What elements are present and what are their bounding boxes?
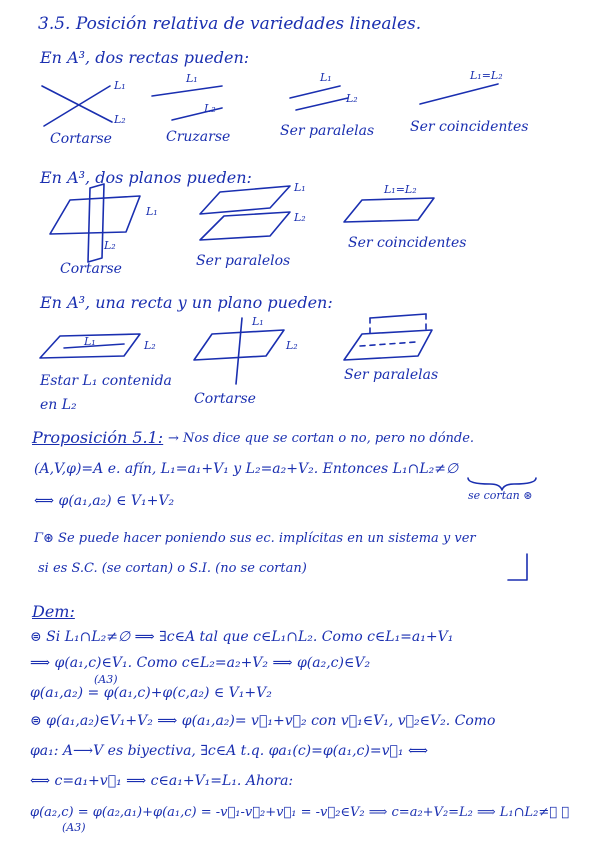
label-l1: L₁ bbox=[84, 335, 96, 348]
label-l2: L₂ bbox=[294, 211, 306, 224]
proposition-statement: (A,V,φ)=A e. afín, L₁=a₁+V₁ y L₂=a₂+V₂. Entonces L₁∩L₂≠∅ bbox=[34, 461, 459, 477]
label-l1-eq-l2: L₁=L₂ bbox=[470, 69, 503, 82]
label-l1: L₁ bbox=[294, 181, 306, 194]
caption-paralelas: Ser paralelas bbox=[344, 367, 439, 383]
label-l1: L₁ bbox=[114, 79, 126, 92]
label-l1: L₁ bbox=[320, 71, 332, 84]
proposition-title: Proposición 5.1: bbox=[32, 428, 164, 447]
caption-paralelos: Ser paralelos bbox=[196, 253, 291, 269]
axiom-label: (A3) bbox=[94, 673, 118, 686]
label-l2: L₂ bbox=[346, 92, 358, 105]
label-l1: L₁ bbox=[146, 205, 158, 218]
caption-contenida: Estar L₁ contenida bbox=[40, 373, 172, 389]
label-l1: L₁ bbox=[252, 315, 264, 328]
lines-heading: En A³, dos rectas pueden: bbox=[40, 48, 250, 67]
caption-coincidentes: Ser coincidentes bbox=[348, 235, 467, 251]
brace-label: se cortan ⊛ bbox=[468, 489, 533, 502]
bracket-corner bbox=[508, 554, 527, 580]
caption-cortarse: Cortarse bbox=[60, 261, 122, 277]
axiom-label: (A3) bbox=[62, 821, 86, 834]
caption-coincidentes: Ser coincidentes bbox=[410, 119, 529, 135]
label-l2: L₂ bbox=[144, 339, 156, 352]
line-plane-heading: En A³, una recta y un plano pueden: bbox=[40, 293, 333, 312]
proof-line: ⊜ Si L₁∩L₂≠∅ ⟹ ∃c∈A tal que c∈L₁∩L₂. Como c∈L₁=a₁+V₁ bbox=[30, 629, 454, 645]
caption-cortarse: Cortarse bbox=[50, 131, 112, 147]
remark-line-1: Γ⊛ Se puede hacer poniendo sus ec. implícitas en un sistema y ver bbox=[34, 531, 476, 546]
label-l1: L₁ bbox=[186, 72, 198, 85]
proof-line: ⟺ c=a₁+v⃗₁ ⟹ c∈a₁+V₁=L₁. Ahora: bbox=[30, 773, 294, 789]
proposition-note: → Nos dice que se cortan o no, pero no dónde. bbox=[168, 431, 475, 446]
remark-line-2: si es S.C. (se cortan) o S.I. (no se cortan) bbox=[38, 561, 307, 576]
label-l2: L₂ bbox=[114, 113, 126, 126]
page-title: 3.5. Posición relativa de variedades lineales. bbox=[38, 14, 422, 34]
label-l1-eq-l2: L₁=L₂ bbox=[384, 183, 417, 196]
caption-cortarse: Cortarse bbox=[194, 391, 256, 407]
caption-contenida-2: en L₂ bbox=[40, 397, 77, 413]
proof-line: φ(a₁,a₂) = φ(a₁,c)+φ(c,a₂) ∈ V₁+V₂ bbox=[30, 685, 272, 701]
proposition-equivalence: ⟺ φ(a₁,a₂) ∈ V₁+V₂ bbox=[34, 493, 175, 509]
planes-heading: En A³, dos planos pueden: bbox=[40, 168, 252, 187]
caption-paralelas: Ser paralelas bbox=[280, 123, 375, 139]
proof-line: ⟹ φ(a₁,c)∈V₁. Como c∈L₂=a₂+V₂ ⟹ φ(a₂,c)∈V₂ bbox=[30, 655, 371, 671]
proof-title: Dem: bbox=[32, 602, 75, 621]
proof-line: φ(a₂,c) = φ(a₂,a₁)+φ(a₁,c) = -v⃗₁-v⃗₂+v⃗₁ = -v⃗₂∈V₂ ⟹ c=a₂+V₂=L₂ ⟹ L₁∩L₂≠∅ ∎ bbox=[30, 805, 570, 820]
proof-line: φa₁: A⟶V es biyectiva, ∃c∈A t.q. φa₁(c)=φ(a₁,c)=v⃗₁ ⟺ bbox=[30, 743, 429, 759]
caption-cruzarse: Cruzarse bbox=[166, 129, 231, 145]
label-l2: L₂ bbox=[286, 339, 298, 352]
label-l2: L₂ bbox=[104, 239, 116, 252]
label-l2: L₂ bbox=[204, 102, 216, 115]
proof-line: ⊜ φ(a₁,a₂)∈V₁+V₂ ⟹ φ(a₁,a₂)= v⃗₁+v⃗₂ con v⃗₁∈V₁, v⃗₂∈V₂. Como bbox=[30, 713, 496, 729]
